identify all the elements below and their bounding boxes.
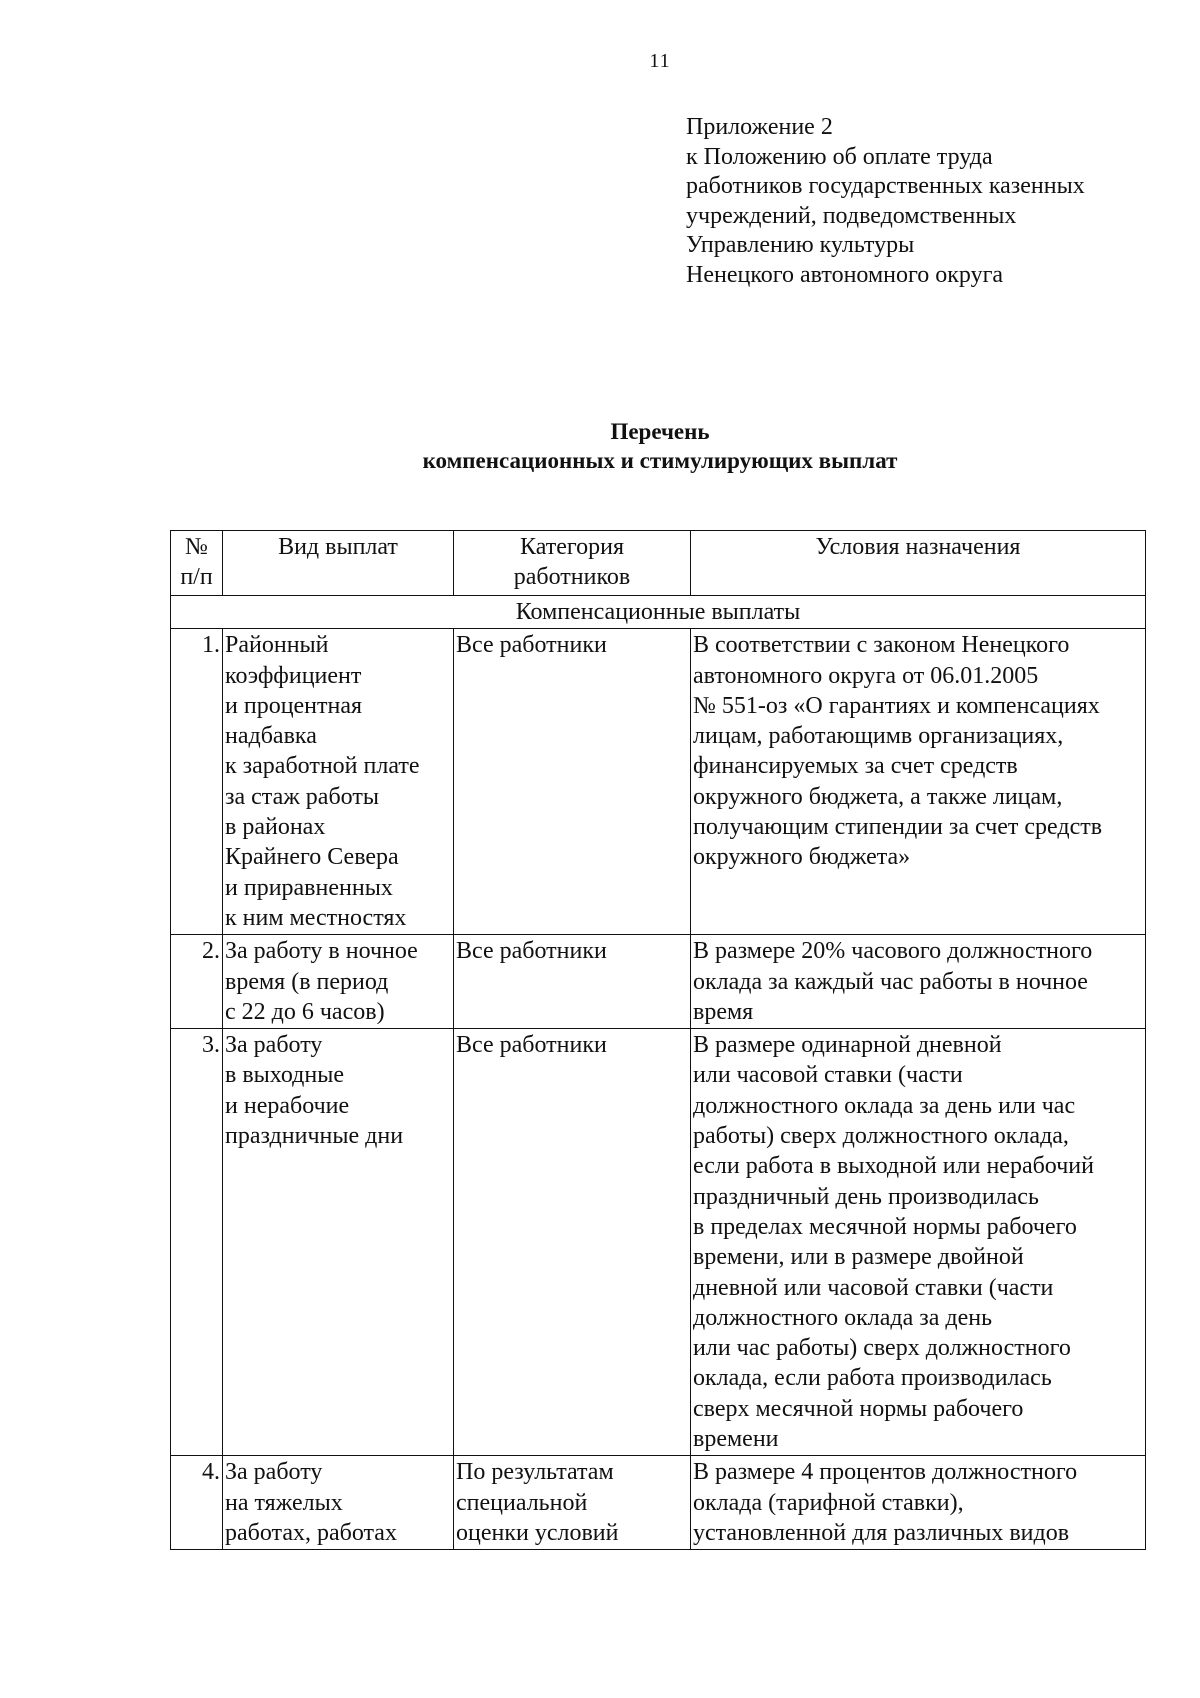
row-number: 2. <box>171 935 223 1029</box>
table-row <box>171 629 1146 935</box>
row-number: 3. <box>171 1029 223 1456</box>
document-title-line-2: компенсационных и стимулирующих выплат <box>422 448 898 473</box>
appendix-line: Управлению культуры <box>686 232 915 258</box>
payments-table <box>170 530 1146 1550</box>
row-number: 4. <box>171 1456 223 1550</box>
appendix-line: к Положению об оплате труда <box>686 143 993 170</box>
appendix-line: учреждений, подведомственных <box>686 202 1017 229</box>
row-conditions: В размере одинарной дневной или часовой ставки (части должностного оклада за день или час работы) сверх должностного оклада, если работа в выходной или нерабочий праздничный день производилась в пределах месячной нормы рабочего времени, или в размере двойной дневной или часовой ставки (части должностного оклада за день или час работы) сверх должностного оклада, если работа производилась сверх месячной нормы рабочего времени <box>691 1029 1146 1456</box>
row-conditions: В размере 20% часового должностного оклада за каждый час работы в ночное время <box>691 935 1146 1029</box>
section-compensation: Компенсационные выплаты <box>171 596 1146 629</box>
row-payment-type: Районный коэффициент и процентная надбавка к заработной плате за стаж работы в районах Крайнего Севера и приравненных к ним местностях <box>223 629 454 935</box>
page-number: 11 <box>649 50 671 72</box>
section-row <box>171 596 1146 629</box>
row-number: 1. <box>171 629 223 935</box>
row-conditions: В соответствии с законом Ненецкого автономного округа от 06.01.2005 № 551-оз «О гарантиях и компенсациях лицам, работающимв организациях, финансируемых за счет средств окружного бюджета, а также лицам, получающим стипендии за счет средств окружного бюджета» <box>691 629 1146 935</box>
header-employee-category: Категория работников <box>454 531 691 596</box>
table-row <box>171 1029 1146 1456</box>
header-number: № п/п <box>171 531 223 596</box>
table-row <box>171 1456 1146 1550</box>
document-title-line-1: Перечень <box>610 419 710 444</box>
appendix-line: Ненецкого автономного округа <box>686 261 1004 288</box>
row-employee-category: Все работники <box>454 1029 691 1456</box>
row-employee-category: По результатам специальной оценки условий <box>454 1456 691 1550</box>
row-employee-category: Все работники <box>454 935 691 1029</box>
row-employee-category: Все работники <box>454 629 691 935</box>
document-title <box>0 417 1200 475</box>
row-conditions: В размере 4 процентов должностного оклада (тарифной ставки), установленной для различных видов <box>691 1456 1146 1550</box>
header-payment-type: Вид выплат <box>223 531 454 596</box>
appendix-header <box>686 113 1166 290</box>
row-payment-type: За работу на тяжелых работах, работах <box>223 1456 454 1550</box>
table-header-row <box>171 531 1146 596</box>
appendix-line: Приложение 2 <box>686 114 833 140</box>
appendix-line: работников государственных казенных <box>686 173 1085 199</box>
row-payment-type: За работу в выходные и нерабочие праздничные дни <box>223 1029 454 1456</box>
header-conditions: Условия назначения <box>691 531 1146 596</box>
row-payment-type: За работу в ночное время (в период с 22 до 6 часов) <box>223 935 454 1029</box>
table-row <box>171 935 1146 1029</box>
